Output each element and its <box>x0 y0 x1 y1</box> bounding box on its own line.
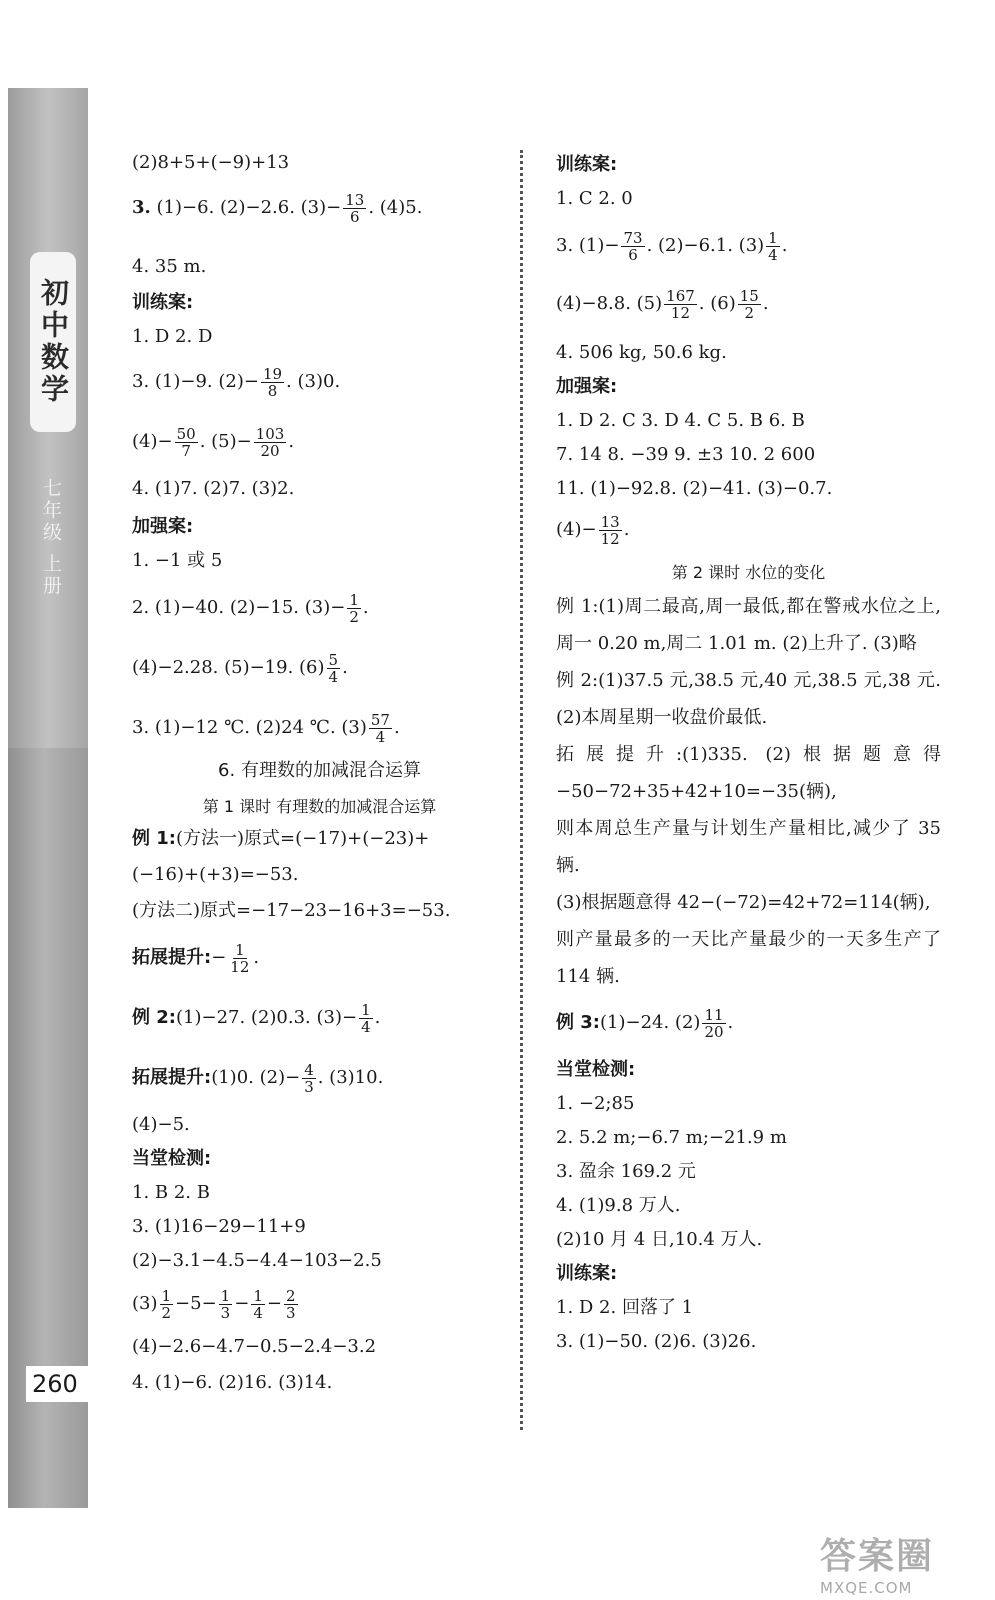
answer-line: 3. (1)−12 ℃. (2)24 ℃. (3) $\frac{57}{4}$ . <box>132 710 400 746</box>
answer-line: (4)− $\frac{50}{7}$ . (5)− $\frac{103}{20}$ . <box>132 424 295 460</box>
lesson-title: 第 1 课时 有理数的加减混合运算 <box>202 797 437 816</box>
subject-title: 初中数学 <box>37 278 70 406</box>
section-heading: 当堂检测: <box>132 1148 212 1169</box>
section-heading: 训练案: <box>132 292 194 313</box>
answer-line: 3. (1)− $\frac{73}{6}$ . (2)−6.1. (3) $\frac{1}{4}$ . <box>556 228 788 264</box>
fraction: $\frac{167}{12}$ <box>666 286 695 322</box>
lesson-title: 第 2 课时 水位的变化 <box>671 563 826 582</box>
answer-line: 2. (1)−40. (2)−15. (3)− $\frac{1}{2}$ . <box>132 590 369 626</box>
section-heading: 训练案: <box>556 154 618 175</box>
fraction: $\frac{103}{20}$ <box>255 424 285 460</box>
answer-line: 1. B 2. B <box>132 1182 210 1203</box>
example-line: (−16)+(+3)=−53. <box>132 864 299 885</box>
example-line: 例 3: (1)−24. (2) $\frac{11}{20}$ . <box>556 1005 734 1041</box>
answer-line: 3. (1)−50. (2)6. (3)26. <box>556 1331 757 1352</box>
answer-line: (4)−8.8. (5) $\frac{167}{12}$ . (6) $\frac{15}{2}$ . <box>556 286 769 322</box>
answer-line: 4. (1)9.8 万人. <box>556 1195 681 1216</box>
example-paragraph: 例 1:(1)周二最高,周一最低,都在警戒水位之上,周一 0.20 m,周二 1.01 m. (2)上升了. (3)略 <box>556 596 941 654</box>
answer-line: 11. (1)−92.8. (2)−41. (3)−0.7. <box>556 478 833 499</box>
fraction: $\frac{1}{12}$ <box>230 940 250 976</box>
fraction: $\frac{73}{6}$ <box>623 228 643 264</box>
section-heading: 加强案: <box>132 516 194 537</box>
example-line: (方法二)原式=−17−23−16+3=−53. <box>132 900 451 921</box>
answer-line: 3. 盈余 169.2 元 <box>556 1161 696 1182</box>
answer-line: 1. D 2. D <box>132 326 213 347</box>
answer-line: (2)10 月 4 日,10.4 万人. <box>556 1229 763 1250</box>
answer-line: (4)−5. <box>132 1114 190 1135</box>
example-line: 例 2: (1)−27. (2)0.3. (3)− $\frac{1}{4}$ . <box>132 1000 381 1036</box>
fraction: $\frac{5}{4}$ <box>328 650 339 686</box>
fraction: $\frac{50}{7}$ <box>176 424 196 460</box>
fraction: $\frac{19}{8}$ <box>262 364 283 400</box>
fraction: $\frac{11}{20}$ <box>704 1005 724 1041</box>
watermark-logo <box>820 1528 980 1597</box>
answer-line: 1. D 2. 回落了 1 <box>556 1297 694 1318</box>
example-line: 例 1: (方法一)原式=(−17)+(−23)+ <box>132 828 430 849</box>
section-heading: 当堂检测: <box>556 1059 636 1080</box>
grade-label: 七年级 上册 <box>40 478 62 598</box>
answer-line: 7. 14 8. −39 9. ±3 10. 2 600 <box>556 444 816 465</box>
fraction: $\frac{1}{2}$ <box>161 1286 172 1322</box>
fraction: $\frac{2}{3}$ <box>285 1286 296 1322</box>
section-heading: 加强案: <box>556 376 618 397</box>
answer-line: 4. (1)7. (2)7. (3)2. <box>132 478 295 499</box>
left-column <box>132 150 507 1396</box>
fraction: $\frac{57}{4}$ <box>370 710 390 746</box>
right-column <box>556 152 941 1355</box>
answer-line: 1. C 2. 0 <box>556 188 633 209</box>
answer-line: (4)−2.28. (5)−19. (6) $\frac{5}{4}$ . <box>132 650 348 686</box>
answer-line: 2. 5.2 m;−6.7 m;−21.9 m <box>556 1127 787 1148</box>
page-number: 260 <box>26 1366 88 1402</box>
answer-line: 4. 506 kg, 50.6 kg. <box>556 342 727 363</box>
watermark-text: 答案圈 <box>820 1536 935 1577</box>
answer-line: 3. (1)−6. (2)−2.6. (3)− $\frac{13}{6}$ . (4)5. <box>132 190 423 226</box>
extension-line: 拓展提升: − $\frac{1}{12}$ . <box>132 940 260 976</box>
column-divider <box>520 150 523 1430</box>
fraction: $\frac{1}{4}$ <box>361 1000 371 1036</box>
watermark-url: MXQE.COM <box>820 1579 913 1597</box>
answer-line: 1. −1 或 5 <box>132 550 223 571</box>
fraction: $\frac{13}{6}$ <box>345 190 365 226</box>
answer-line: (2)8+5+(−9)+13 <box>132 152 290 173</box>
fraction: $\frac{1}{4}$ <box>253 1286 263 1322</box>
answer-line: 4. (1)−6. (2)16. (3)14. <box>132 1372 333 1393</box>
fraction: $\frac{1}{3}$ <box>220 1286 231 1322</box>
extension-paragraph: 则本周总生产量与计划生产量相比,减少了 35 辆. <box>556 818 941 876</box>
answer-line: 1. D 2. C 3. D 4. C 5. B 6. B <box>556 410 805 431</box>
extension-paragraph: 则产量最多的一天比产量最少的一天多生产了 114 辆. <box>556 929 941 987</box>
extension-line: 拓展提升: (1)0. (2)− $\frac{4}{3}$ . (3)10. <box>132 1060 384 1096</box>
section-heading: 训练案: <box>556 1263 618 1284</box>
answer-line: (2)−3.1−4.5−4.4−103−2.5 <box>132 1250 382 1271</box>
subject-tab <box>30 252 76 432</box>
extension-paragraph: (3)根据题意得 42−(−72)=42+72=114(辆), <box>556 892 931 913</box>
fraction: $\frac{15}{2}$ <box>739 286 759 322</box>
fraction: $\frac{4}{3}$ <box>304 1060 314 1096</box>
section-title: 6. 有理数的加减混合运算 <box>218 760 421 781</box>
answer-line: 3. (1)−9. (2)− $\frac{19}{8}$ . (3)0. <box>132 364 341 400</box>
fraction: $\frac{13}{12}$ <box>600 512 620 548</box>
extension-paragraph: 拓展提升:(1)335. (2)根据题意得 −50−72+35+42+10=−35(辆), <box>556 744 941 802</box>
fraction: $\frac{1}{2}$ <box>349 590 359 626</box>
example-paragraph: 例 2:(1)37.5 元,38.5 元,40 元,38.5 元,38 元. (2)本周星期一收盘价最低. <box>556 670 941 728</box>
answer-line: (3) $\frac{1}{2}$ −5− $\frac{1}{3}$ − $\frac{1}{4}$ − $\frac{2}{3}$ <box>132 1286 296 1322</box>
answer-line: 1. −2;85 <box>556 1093 635 1114</box>
answer-line: (4)− $\frac{13}{12}$ . <box>556 512 630 548</box>
answer-line: (4)−2.6−4.7−0.5−2.4−3.2 <box>132 1336 377 1357</box>
fraction: $\frac{1}{4}$ <box>768 228 778 264</box>
answer-line: 3. (1)16−29−11+9 <box>132 1216 306 1237</box>
answer-line: 4. 35 m. <box>132 256 207 277</box>
